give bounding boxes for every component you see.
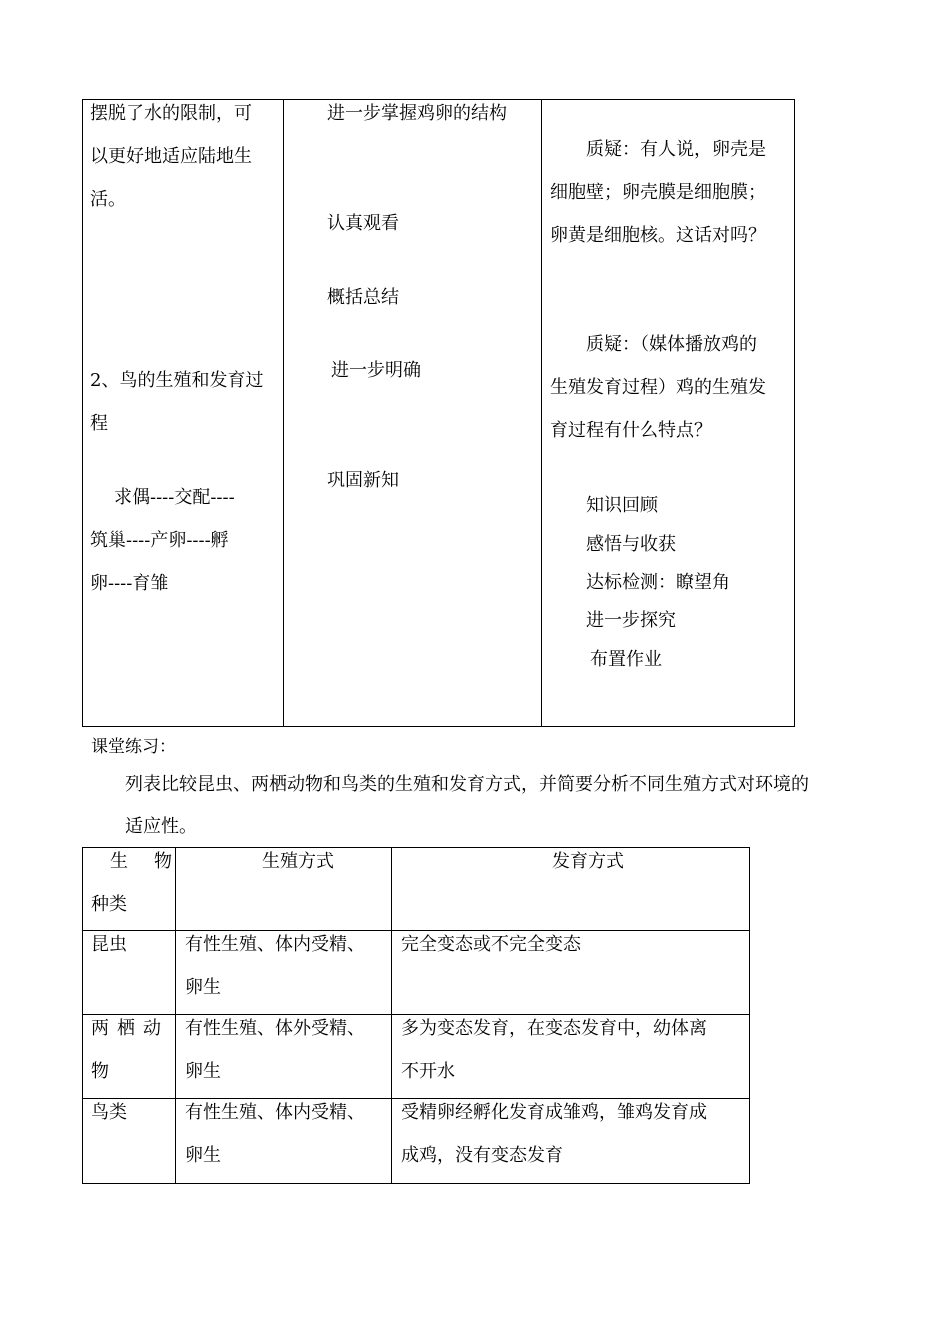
summary-item: 感悟与收获 <box>586 534 676 555</box>
table-border-bottom <box>82 726 795 727</box>
section-heading: 2、鸟的生殖和发育过 <box>90 370 264 391</box>
row-species: 物 <box>91 1061 109 1082</box>
row-species: 鸟类 <box>91 1102 127 1123</box>
question-line: 卵黄是细胞核。这话对吗？ <box>550 225 766 246</box>
row-development: 完全变态或不完全变态 <box>401 934 581 955</box>
activity-item: 进一步明确 <box>331 360 421 381</box>
header-development: 发育方式 <box>552 851 624 872</box>
column-divider <box>175 847 176 1184</box>
table-border-bottom <box>82 1183 750 1184</box>
row-development: 成鸡，没有变态发育 <box>401 1145 563 1166</box>
process-line: 筑巢----产卵----孵 <box>90 530 229 551</box>
question-line: 细胞壁；卵壳膜是细胞膜； <box>550 182 766 203</box>
content-line: 以更好地适应陆地生 <box>90 146 252 167</box>
activity-item: 进一步掌握鸡卵的结构 <box>327 103 507 124</box>
table-border-right <box>749 847 750 1184</box>
summary-item: 知识回顾 <box>586 495 658 516</box>
practice-instruction: 列表比较昆虫、两栖动物和鸟类的生殖和发育方式，并简要分析不同生殖方式对环境的 <box>125 774 809 795</box>
question-line: 生殖发育过程）鸡的生殖发 <box>550 377 766 398</box>
row-development: 受精卵经孵化发育成雏鸡，雏鸡发育成 <box>401 1102 707 1123</box>
row-reproduction: 卵生 <box>185 977 221 998</box>
table-border-right <box>794 99 795 727</box>
process-line: 卵----育雏 <box>90 573 169 594</box>
row-development: 多为变态发育，在变态发育中，幼体离 <box>401 1018 707 1039</box>
content-line: 活。 <box>90 189 126 210</box>
activity-item: 认真观看 <box>327 213 399 234</box>
content-line: 摆脱了水的限制，可 <box>90 103 252 124</box>
practice-instruction: 适应性。 <box>125 816 197 837</box>
row-species: 两栖动 <box>91 1018 169 1039</box>
activity-item: 巩固新知 <box>327 470 399 491</box>
row-species: 昆虫 <box>91 934 127 955</box>
question-line: 质疑：（媒体播放鸡的 <box>586 334 757 355</box>
table-divider-2 <box>541 99 542 727</box>
question-line: 质疑：有人说，卵壳是 <box>586 139 766 160</box>
row-reproduction: 卵生 <box>185 1061 221 1082</box>
header-species: 生 物 <box>110 851 176 872</box>
question-line: 育过程有什么特点？ <box>550 420 712 441</box>
process-line: 求偶----交配---- <box>114 487 235 508</box>
summary-item: 布置作业 <box>590 649 662 670</box>
table-border-top <box>82 847 750 848</box>
summary-item: 进一步探究 <box>586 610 676 631</box>
row-reproduction: 有性生殖、体内受精、 <box>185 1102 365 1123</box>
header-reproduction: 生殖方式 <box>262 851 334 872</box>
activity-item: 概括总结 <box>327 287 399 308</box>
header-species: 种类 <box>91 894 127 915</box>
table-divider-1 <box>283 99 284 727</box>
row-reproduction: 有性生殖、体外受精、 <box>185 1018 365 1039</box>
table-border-left <box>82 847 83 1184</box>
row-reproduction: 卵生 <box>185 1145 221 1166</box>
column-divider <box>391 847 392 1184</box>
summary-item: 达标检测：瞭望角 <box>586 572 730 593</box>
practice-label: 课堂练习： <box>91 737 176 757</box>
row-reproduction: 有性生殖、体内受精、 <box>185 934 365 955</box>
row-development: 不开水 <box>401 1061 455 1082</box>
section-heading: 程 <box>90 413 108 434</box>
table-border-left <box>82 99 83 727</box>
